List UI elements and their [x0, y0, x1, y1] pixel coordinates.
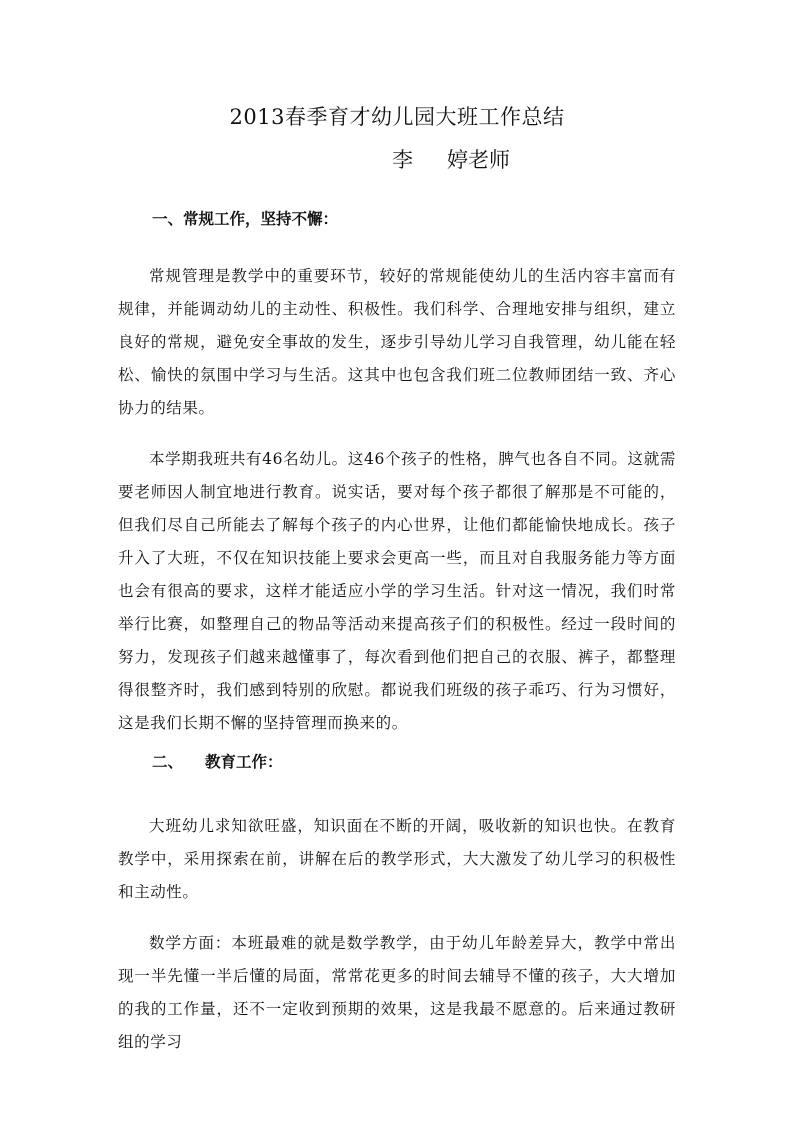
paragraph-math-teaching: 数学方面：本班最难的就是数学教学，由于幼儿年龄差异大，教学中常出现一半先懂一半后懂的局面，常常花更多的时间去辅导不懂的孩子，大大增加的我的工作量，还不一定收到预期的效果，这是我最不愿意的。后来通过教研组的学习	[118, 934, 676, 1051]
paragraph-routine-management: 常规管理是教学中的重要环节，较好的常规能使幼儿的生活内容丰富而有规律，并能调动幼儿的主动性、积极性。我们科学、合理地安排与组织，建立良好的常规，避免安全事故的发生，逐步引导幼儿学习自我管理，幼儿能在轻松、愉快的氛围中学习与生活。这其中也包含我们班二位教师团结一致、齐心协力的结果。	[118, 267, 676, 417]
paragraph-class-overview: 本学期我班共有46名幼儿。这46个孩子的性格，脾气也各自不同。这就需要老师因人制宜地进行教育。说实话，要对每个孩子都很了解那是不可能的，但我们尽自己所能去了解每个孩子的内心世界，让他们都能愉快地成长。孩子升入了大班，不仅在知识技能上要求会更高一些，而且对自我服务能力等方面也会有很高的要求，这样才能适应小学的学习生活。针对这一情况，我们时常举行比赛，如整理自己的物品等活动来提高孩子们的积极性。经过一段时间的努力，发现孩子们越来越懂事了，每次看到他们把自己的衣服、裤子，都整理得很整齐时，我们感到特别的欣慰。都说我们班级的孩子乖巧、行为习惯好，这是我们长期不懈的坚持管理而换来的。	[118, 450, 676, 732]
document-title: 2013春季育才幼儿园大班工作总结	[229, 105, 565, 129]
author-line	[392, 145, 510, 175]
section-heading-text: 教育工作：	[205, 752, 283, 771]
author-surname: 李	[392, 148, 413, 172]
section-heading-routine: 一、常规工作，坚持不懈：	[152, 209, 339, 228]
section-heading-number: 二、	[152, 752, 184, 771]
author-name: 婷老师	[447, 148, 510, 172]
paragraph-teaching-approach: 大班幼儿求知欲旺盛，知识面在不断的开阔，吸收新的知识也快。在教育教学中，采用探索在前，讲解在后的教学形式，大大激发了幼儿学习的积极性和主动性。	[118, 817, 676, 901]
section-heading-education	[152, 750, 283, 774]
